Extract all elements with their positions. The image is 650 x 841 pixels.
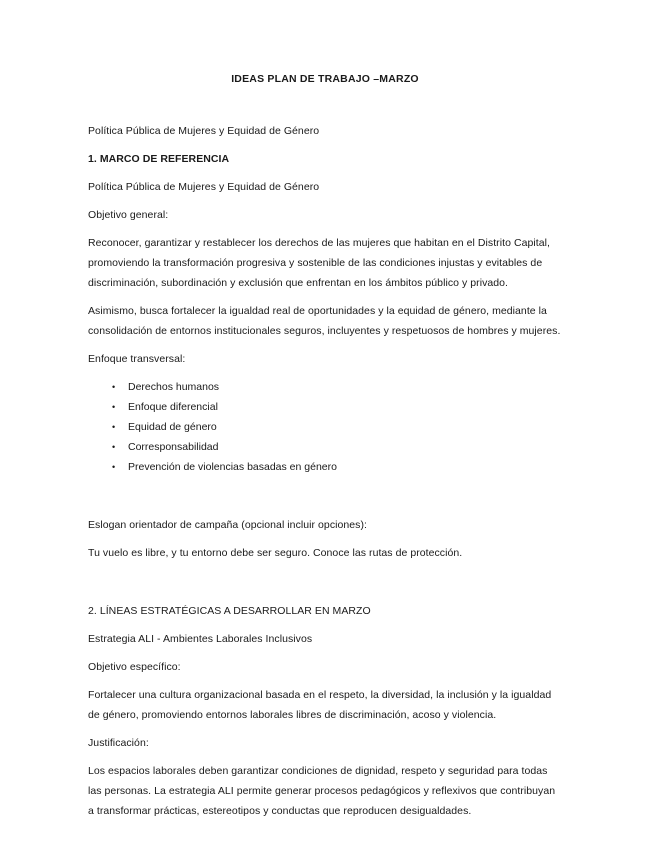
slogan-label: Eslogan orientador de campaña (opcional incluir opciones):	[88, 519, 367, 531]
list-item-label: Prevención de violencias basadas en género	[128, 461, 337, 473]
list-item-label: Derechos humanos	[128, 381, 220, 393]
enfoque-transversal-label: Enfoque transversal:	[88, 353, 186, 365]
spacer	[88, 341, 562, 349]
enfoque-transversal-list	[88, 377, 562, 477]
slogan-text: Tu vuelo es libre, y tu entorno debe ser seguro. Conoce las rutas de protección.	[88, 547, 463, 559]
list-item	[88, 437, 562, 457]
justificacion-label: Justificación:	[88, 737, 149, 749]
objetivo-especifico-label: Objetivo específico:	[88, 661, 181, 673]
spacer	[88, 369, 562, 377]
list-item	[88, 377, 562, 397]
objetivo-general-paragraph: Reconocer, garantizar y restablecer los derechos de las mujeres que habitan en el Distrito Capital, promoviendo la transformación progresiva y sostenible de las condiciones injustas y evitables de discriminación, subordinación y exclusión que enfrentan en los ámbitos público y privado.	[88, 237, 550, 289]
objetivo-general-label: Objetivo general:	[88, 209, 169, 221]
spacer	[88, 225, 562, 233]
document-text-column	[88, 0, 562, 821]
spacer	[88, 753, 562, 761]
bullet-icon: •	[112, 382, 116, 392]
page-title: IDEAS PLAN DE TRABAJO –MARZO	[231, 73, 419, 85]
list-item	[88, 457, 562, 477]
spacer-after-title	[88, 85, 562, 121]
spacer	[88, 677, 562, 685]
spacer-before-slogan	[88, 477, 562, 515]
spacer	[88, 725, 562, 733]
section-2-heading: 2. LÍNEAS ESTRATÉGICAS A DESARROLLAR EN MARZO	[88, 605, 371, 617]
bullet-icon: •	[112, 422, 116, 432]
spacer	[88, 535, 562, 543]
policy-name-top: Política Pública de Mujeres y Equidad de Género	[88, 125, 320, 137]
list-item-label: Corresponsabilidad	[128, 441, 219, 453]
justificacion-paragraph: Los espacios laborales deben garantizar condiciones de dignidad, respeto y seguridad para todas las personas. La estrategia ALI permite generar procesos pedagógicos y reflexivos que contribuyan a transformar prácticas, estereotipos y conductas que reproducen desigualdades.	[88, 765, 556, 817]
spacer	[88, 197, 562, 205]
spacer-before-section-2	[88, 563, 562, 601]
asimismo-paragraph: Asimismo, busca fortalecer la igualdad real de oportunidades y la equidad de género, mediante la consolidación de entornos institucionales seguros, incluyentes y respetuosos de hombres y mujeres.	[88, 305, 561, 337]
policy-name-repeat: Política Pública de Mujeres y Equidad de Género	[88, 181, 320, 193]
spacer	[88, 141, 562, 149]
bullet-icon: •	[112, 462, 116, 472]
list-item	[88, 417, 562, 437]
section-1-heading: 1. MARCO DE REFERENCIA	[88, 153, 230, 165]
list-item	[88, 397, 562, 417]
strategy-name: Estrategia ALI - Ambientes Laborales Inclusivos	[88, 633, 313, 645]
spacer	[88, 169, 562, 177]
spacer	[88, 649, 562, 657]
spacer	[88, 293, 562, 301]
spacer	[88, 621, 562, 629]
list-item-label: Enfoque diferencial	[128, 401, 218, 413]
list-item-label: Equidad de género	[128, 421, 217, 433]
bullet-icon: •	[112, 442, 116, 452]
bullet-icon: •	[112, 402, 116, 412]
objetivo-especifico-paragraph: Fortalecer una cultura organizacional basada en el respeto, la diversidad, la inclusión y la igualdad de género, promoviendo entornos laborales libres de discriminación, acoso y violencia.	[88, 689, 552, 721]
